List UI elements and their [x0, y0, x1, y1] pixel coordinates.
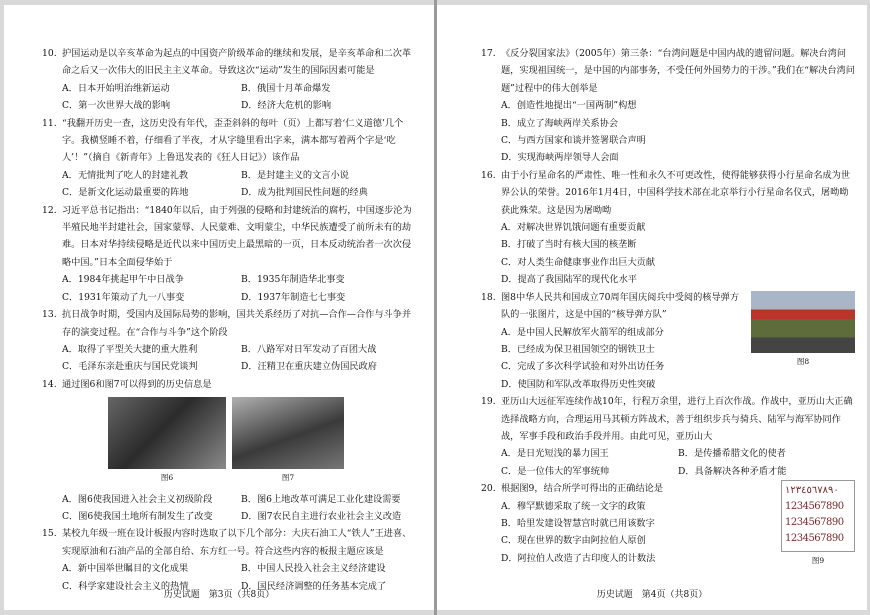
question-stem: 护国运动是以辛亥革命为起点的中国资产阶级革命的继续和发展，是辛亥革命和二次革命之后又一次伟大的旧民主主义革命。导致这次“运动”发生的国际因素可能是	[62, 48, 412, 77]
option-d: D．实现海峡两岸领导人会面	[501, 152, 619, 164]
question-number: 13.	[42, 309, 57, 321]
option-b: B．是传播希腊文化的使者	[678, 448, 786, 460]
option-c: C．现在世界的数字由阿拉伯人原创	[501, 535, 646, 547]
option-b: B．打破了当时有核大国的核垄断	[501, 239, 637, 251]
option-a: A．取得了平型关大捷的重大胜利	[62, 343, 198, 355]
figure-8-parade-photo	[751, 291, 855, 353]
figure-6-caption: 图6	[160, 473, 174, 483]
figure-9-numerals	[781, 480, 855, 552]
option-b: B．图6上地改革可满足工业化建设需要	[241, 493, 401, 505]
question-12	[42, 202, 420, 306]
question-number: 17.	[481, 48, 496, 59]
question-stem: 亚历山大远征军连续作战10年，行程万余里，进行上百次作战。作战中，亚历山大正确选择战略方向，合理运用马其顿方阵战术，善于组织步兵与骑兵、陆军与海军协同作战，军事手段和政治手段并用。由此可见，亚历山大	[501, 396, 853, 442]
option-c: C．是一位伟大的军事统帅	[501, 465, 610, 477]
figure-7-caption: 图7	[281, 473, 295, 483]
option-c: C．对人类生命健康事业作出巨大贡献	[501, 256, 656, 268]
numeral-row: ١٢٣٤٥٦٧٨٩٠	[785, 485, 839, 497]
option-a: A．对解决世界饥饿问题有重要贡献	[501, 222, 646, 234]
question-15	[42, 525, 420, 595]
question-stem: 图8中华人民共和国成立70周年国庆阅兵中受阅的核导弹方队的一张图片，这是中国的“核导弹方队”	[501, 291, 740, 321]
option-b: B．俄国十月革命爆发	[241, 82, 331, 94]
option-c: C．完成了多次科学试验和对外出访任务	[501, 361, 665, 373]
page-footer: 历史试题 第4页（共8页）	[596, 590, 708, 600]
option-d: D．具备解决各种矛盾才能	[678, 465, 787, 477]
question-18	[481, 289, 855, 393]
numeral-row: 1234567890	[785, 501, 844, 513]
question-stem: 由于小行星命名的严肃性、唯一性和永久不可更改性，使得能够获得小行星命名成为世界公认的荣誉。2016年1月4日，中国科学技术部在北京举行小行星命名仪式，屠呦呦获此殊荣。这是因为屠呦呦	[501, 169, 851, 216]
option-b: B．哈里发建设智慧宫时就已用该数字	[501, 517, 655, 529]
option-c: C．1931年策动了九一八事变	[62, 291, 185, 303]
option-d: D．使国防和军队改革取得历史性突破	[501, 378, 656, 390]
figure-row	[108, 397, 420, 486]
question-stem: 抗日战争时期，受国内及国际局势的影响，国共关系经历了对抗—合作—合作与斗争并存的演变过程。在“合作与斗争”这个阶段	[62, 309, 412, 338]
question-stem: 《反分裂国家法》（2005年）第三条：“台湾问题是中国内战的遗留问题。解决台湾问题，实现祖国统一，是中国的内部事务，不受任何外国势力的干涉。”我们在“解决台湾问题”过程中的伟大创举是	[501, 48, 855, 94]
figure-6-photo	[108, 397, 226, 469]
question-13	[42, 306, 420, 376]
right-page-content	[481, 45, 855, 570]
question-number: 15.	[42, 528, 57, 540]
question-14	[42, 376, 420, 526]
option-a: A．新中国举世瞩目的文化成果	[62, 563, 189, 575]
left-page-content	[42, 45, 420, 595]
option-b: B．已经成为保卫祖国领空的钢铁卫士	[501, 343, 655, 355]
option-d: D．1937年制造七七事变	[241, 291, 346, 303]
numeral-row: 1234567890	[785, 533, 844, 545]
question-number: 11.	[42, 117, 57, 129]
question-17	[481, 45, 855, 167]
question-number: 18.	[481, 291, 496, 303]
question-number: 14.	[42, 378, 57, 390]
option-a: A．图6使我国进入社会主义初级阶段	[62, 493, 213, 505]
question-19	[481, 393, 855, 480]
option-c: C．毛泽东亲赴重庆与国民党谈判	[62, 361, 198, 373]
exam-page-left	[4, 5, 434, 610]
option-b: B．中国人民投入社会主义经济建设	[241, 563, 386, 575]
question-stem: “我翻开历史一查，这历史没有年代，歪歪斜斜的每叶（页）上都写着‘仁义道德’几个字。我横竖睡不着，仔细看了半夜，才从字缝里看出字来，满本都写着两个字是‘吃人’！”（摘自《新青年》上鲁迅发表的《狂人日记》）该作品	[62, 117, 404, 164]
option-a: A．是中国人民解放军火箭军的组成部分	[501, 326, 664, 338]
option-c: C．是新文化运动最重要的阵地	[62, 187, 189, 199]
question-number: 12.	[42, 204, 57, 216]
option-c: C．图6使我国土地所有制发生了改变	[62, 510, 213, 522]
option-c: C．第一次世界大战的影响	[62, 100, 171, 112]
page-footer: 历史试题 第3页（共8页）	[163, 590, 275, 600]
question-stem: 某校九年级一班在设计板报内容时选取了以下几个部分：大庆石油工人“铁人”王进喜、实现原油和石油产品的全部自给、东方红一号。符合这些内容的板报主题应该是	[62, 528, 412, 557]
option-d: D．阿拉伯人改造了古印度人的计数法	[501, 552, 656, 564]
exam-page-right	[437, 5, 867, 610]
figure-7-photo	[232, 397, 344, 469]
question-stem: 习近平总书记指出：“1840年以后，由于列强的侵略和封建统治的腐朽，中国逐步沦为半殖民地半封建社会，国家蒙辱、人民蒙难、文明蒙尘，中华民族遭受了前所未有的劫难。日本对华持续侵略是近代以来中国历史上最黑暗的一页，日本反动统治者一次次侵略中国。”日本全面侵华始于	[62, 204, 412, 268]
option-d: D．经济大危机的影响	[241, 100, 332, 112]
question-number: 19.	[481, 396, 496, 408]
question-number: 20.	[481, 483, 496, 495]
figure-9-caption: 图9	[811, 556, 825, 566]
option-a: A．无情批判了吃人的封建礼教	[62, 169, 189, 181]
question-10	[42, 45, 420, 115]
option-b: B．是封建主义的文言小说	[241, 169, 349, 181]
question-20	[481, 480, 855, 569]
option-c: C．与西方国家和谈并签署联合声明	[501, 135, 646, 147]
option-a: A．是日光短浅的暴力国王	[501, 448, 609, 460]
option-d: D．成为批判国民性问题的经典	[241, 187, 368, 199]
question-number: 10.	[42, 48, 57, 59]
question-16	[481, 167, 855, 289]
question-stem: 根据图9，结合所学可得出的正确结论是	[501, 483, 664, 495]
option-b: B．1935年制造华北事变	[241, 274, 345, 286]
option-a: A．1984年挑起甲午中日战争	[62, 274, 184, 286]
numeral-row: 1234567890	[785, 517, 844, 529]
option-d: D．提高了我国陆军的现代化水平	[501, 274, 637, 286]
question-11	[42, 115, 420, 202]
option-c: C．科学家建设社会主义的热情	[62, 580, 189, 592]
option-d: D．图7农民自主进行农业社会主义改造	[241, 510, 402, 522]
question-stem: 通过图6和图7可以得到的历史信息是	[62, 378, 212, 390]
option-b: B．成立了海峡两岸关系协会	[501, 117, 619, 129]
option-a: A．创造性地提出“一国两制”构想	[501, 100, 637, 112]
option-a: A．日本开始明治维新运动	[62, 82, 170, 94]
option-a: A．穆罕默德采取了统一文字的政策	[501, 500, 646, 512]
question-number: 16.	[481, 169, 496, 181]
option-b: B．八路军对日军发动了百团大战	[241, 343, 377, 355]
figure-8-caption: 图8	[796, 356, 810, 366]
option-d: D．国民经济调整的任务基本完成了	[241, 580, 387, 592]
option-d: D．汪精卫在重庆建立伪国民政府	[241, 361, 377, 373]
